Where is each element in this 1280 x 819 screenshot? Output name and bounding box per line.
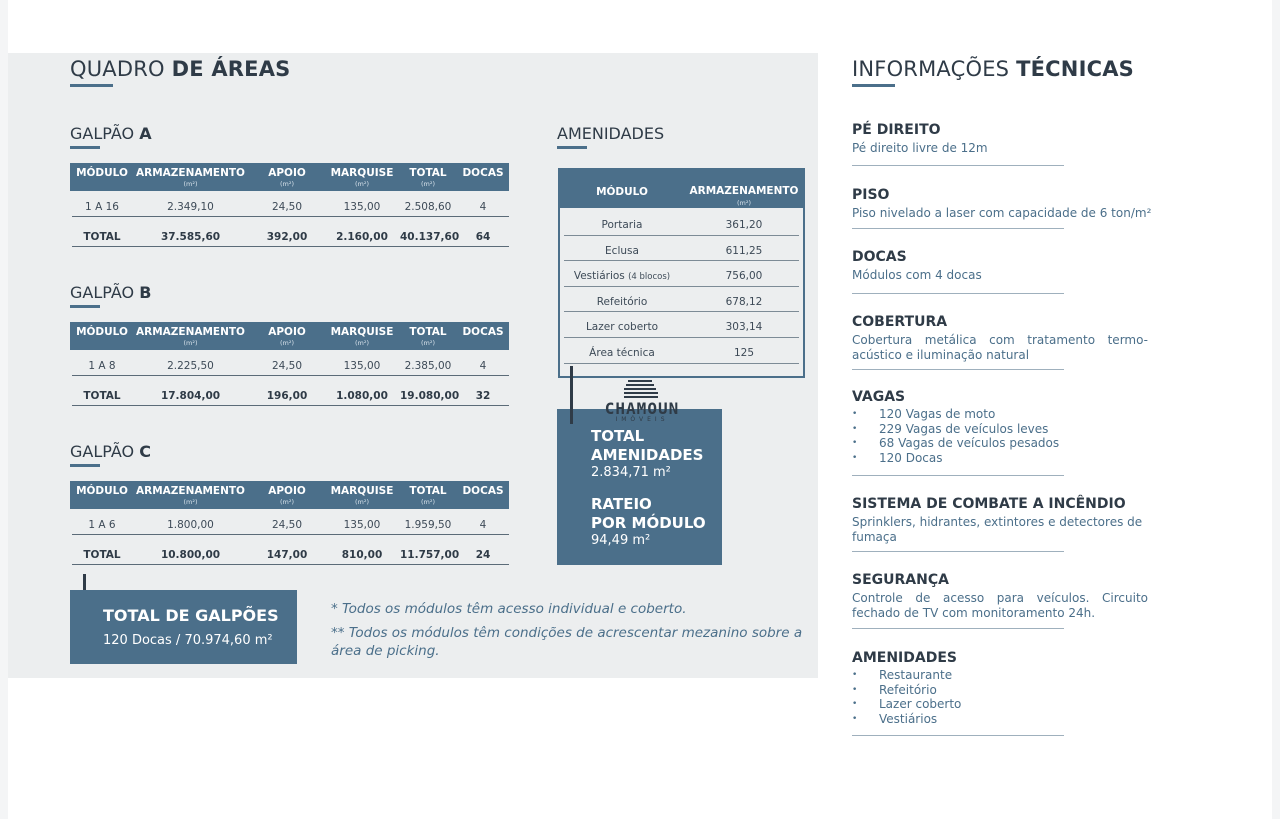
unit-label: (m²) [354,180,369,188]
spec-divider [852,165,1064,166]
spec-cobertura [852,314,1167,362]
unit-label: (m²) [420,180,435,188]
col-marquise: MARQUISE [330,167,394,179]
spec-title: AMENIDADES [852,650,957,666]
col-armazenamento: ARMAZENAMENTO [136,326,245,338]
row-divider [72,246,509,248]
spec-title: SISTEMA DE COMBATE A INCÊNDIO [852,496,1126,512]
galpao-b-title [70,283,151,302]
cell-armazenamento: 17.804,00 [160,390,221,402]
table-header [560,170,803,208]
spec-divider [852,628,1064,629]
amenity-value: 125 [733,347,755,359]
chamoun-logo [598,378,686,426]
table-row [70,509,509,535]
amenidades-list [852,668,1167,726]
title-underline [70,84,113,87]
spec-vagas [852,389,1167,465]
cell-docas: 4 [479,360,487,372]
table-row [70,350,509,376]
spec-divider [852,293,1064,294]
note-1: * Todos os módulos têm acesso individual e coberto. [331,601,687,617]
cell-armazenamento: 1.800,00 [167,519,214,531]
logo-mark-icon [624,378,658,400]
cell-marquise: 135,00 [343,201,381,213]
spec-piso [852,187,1167,221]
cell-apoio: 24,50 [271,519,303,531]
rateio-value: 94,49 m² [591,533,651,548]
unit-label: (m²) [279,180,294,188]
cell-total-label: TOTAL [83,390,121,402]
col-total: TOTAL [409,167,447,179]
table-row [560,210,803,236]
unit-label: (m²) [420,339,435,347]
cell-marquise: 135,00 [343,360,381,372]
galpao-c-title-bold: C [139,442,151,461]
cell-marquise: 2.160,00 [336,231,388,243]
col-armazenamento: ARMAZENAMENTO [689,185,799,197]
spec-title: PÉ DIREITO [852,122,941,138]
unit-label: (m²) [279,339,294,347]
spec-title: COBERTURA [852,314,948,330]
tech-title-light: INFORMAÇÕES [852,57,1010,81]
areas-title [70,57,291,81]
col-armazenamento: ARMAZENAMENTO [136,167,245,179]
cell-total: 11.757,00 [400,549,460,561]
table-header [70,322,509,350]
amenity-name: Refeitório [596,295,648,308]
amenidades-table [558,168,805,378]
col-docas: DOCAS [462,167,504,179]
cell-apoio: 196,00 [266,390,308,402]
cell-marquise: 810,00 [341,549,383,561]
cell-total-label: TOTAL [83,549,121,561]
spec-desc: Controle de acesso para veículos. Circuito fechado de TV com monitoramento 24h. [852,591,1148,620]
amenity-name: Lazer coberto [585,321,659,334]
cell-armazenamento: 2.349,10 [167,201,214,213]
spec-title: PISO [852,187,890,203]
spec-title: VAGAS [852,389,906,405]
list-item: • 68 Vagas de veículos pesados [852,436,1167,451]
vagas-list [852,407,1167,465]
list-item: • 120 Vagas de moto [852,407,1167,422]
col-modulo: MÓDULO [76,326,128,338]
unit-label: (m²) [183,498,198,506]
unit-label: (m²) [736,199,751,207]
table-total-row [70,535,509,565]
table-row [560,236,803,262]
cell-docas: 64 [475,231,491,243]
list-item: • Vestiários [852,712,1167,727]
spec-divider [852,228,1064,229]
cell-total: 2.508,60 [404,201,452,213]
total-galpoes-box [70,590,297,664]
cell-apoio: 392,00 [266,231,308,243]
amenity-name: Vestiários (4 blocos) [573,270,671,283]
cell-docas: 24 [475,549,491,561]
galpao-a-table [70,163,509,247]
col-modulo: MÓDULO [596,186,648,198]
list-item: • 120 Docas [852,451,1167,466]
galpao-a-title-light: GALPÃO [70,124,135,143]
cell-modulo: 1 A 8 [88,360,116,372]
col-modulo: MÓDULO [76,167,128,179]
col-docas: DOCAS [462,326,504,338]
spec-desc: Módulos com 4 docas [852,268,982,282]
total-amenidades-value: 2.834,71 m² [591,465,671,480]
galpao-c-title-light: GALPÃO [70,442,135,461]
spec-desc: Sprinklers, hidrantes, extintores e detectores de fumaça [852,515,1143,544]
unit-label: (m²) [279,498,294,506]
table-row [560,312,803,338]
col-docas: DOCAS [462,485,504,497]
note-2: ** Todos os módulos têm condições de acrescentar mezanino sobre a área de picking. [331,625,803,659]
cell-armazenamento: 2.225,50 [167,360,214,372]
col-apoio: APOIO [268,167,306,179]
galpao-b-title-light: GALPÃO [70,283,135,302]
table-total-row [70,217,509,247]
table-row [560,287,803,313]
table-row [560,261,803,287]
amenity-name: Portaria [601,219,643,231]
amenity-name: Área técnica [589,347,655,359]
spec-seguranca [852,572,1167,620]
spec-desc: Cobertura metálica com tratamento termo-acústico e iluminação natural [852,333,1148,362]
row-divider [72,405,509,407]
cell-docas: 32 [475,390,491,402]
col-apoio: APOIO [268,326,306,338]
list-item: • Refeitório [852,683,1167,698]
col-apoio: APOIO [268,485,306,497]
table-header [70,163,509,191]
col-marquise: MARQUISE [330,485,394,497]
cell-marquise: 1.080,00 [336,390,388,402]
unit-label: (m²) [354,339,369,347]
cell-apoio: 24,50 [271,360,303,372]
col-marquise: MARQUISE [330,326,394,338]
spec-title: SEGURANÇA [852,572,949,588]
list-item: • Restaurante [852,668,1167,683]
total-galpoes-subtitle: 120 Docas / 70.974,60 m² [103,633,273,648]
row-divider [72,564,509,566]
list-item: • Lazer coberto [852,697,1167,712]
accent-bar [570,366,573,424]
list-item: • 229 Vagas de veículos leves [852,422,1167,437]
amenity-name: Eclusa [605,244,639,257]
galpao-c-table [70,481,509,565]
spec-desc: Pé direito livre de 12m [852,141,988,155]
subtitle-underline [70,305,100,308]
table-header [70,481,509,509]
spec-incendio [852,496,1167,544]
galpao-b-table [70,322,509,406]
col-total: TOTAL [409,326,447,338]
cell-total: 40.137,60 [400,231,460,243]
galpao-c-title [70,442,151,461]
unit-label: (m²) [354,498,369,506]
spec-divider [852,369,1064,370]
table-row [70,191,509,217]
spec-divider [852,551,1064,552]
spec-amenidades [852,650,1167,726]
amenity-value: 361,20 [725,219,763,231]
cell-apoio: 147,00 [266,549,308,561]
galpao-b-title-bold: B [139,283,152,302]
spec-divider [852,475,1064,476]
cell-total: 1.959,50 [404,519,452,531]
spec-title: DOCAS [852,249,907,265]
areas-title-light: QUADRO [70,57,165,81]
cell-total: 19.080,00 [400,390,460,402]
cell-apoio: 24,50 [271,201,303,213]
table-total-row [70,376,509,406]
title-underline [852,84,895,87]
cell-modulo: 1 A 6 [88,519,116,531]
subtitle-underline [70,146,100,149]
subtitle-underline [70,464,100,467]
unit-label: (m²) [183,339,198,347]
col-armazenamento: ARMAZENAMENTO [136,485,245,497]
spec-divider [852,735,1064,736]
tech-title-bold: TÉCNICAS [1016,57,1134,81]
spec-desc: Piso nivelado a laser com capacidade de 6 ton/m² [852,206,1152,220]
cell-docas: 4 [479,519,487,531]
amenidades-title: AMENIDADES [557,124,665,143]
total-amenidades-label: TOTAL AMENIDADES [591,427,704,464]
unit-label: (m²) [420,498,435,506]
rateio-label: RATEIO POR MÓDULO [591,495,706,532]
row-divider [564,363,799,364]
cell-marquise: 135,00 [343,519,381,531]
spec-docas [852,249,1167,283]
unit-label: (m²) [183,180,198,188]
amenity-value: 678,12 [725,295,763,308]
table-row [560,338,803,364]
cell-modulo: 1 A 16 [85,201,119,213]
cell-armazenamento: 10.800,00 [160,549,221,561]
cell-armazenamento: 37.585,60 [160,231,221,243]
cell-docas: 4 [479,201,487,213]
amenity-value: 611,25 [725,244,763,257]
subtitle-underline [557,146,587,149]
col-modulo: MÓDULO [76,485,128,497]
amenity-value: 303,14 [725,321,763,334]
col-total: TOTAL [409,485,447,497]
amenity-value: 756,00 [725,270,763,283]
spec-pe-direito [852,122,1167,156]
galpao-a-title-bold: A [139,124,152,143]
amenidades-summary-box [557,409,722,565]
logo-word: CHAMOUN [604,399,680,418]
cell-total: 2.385,00 [404,360,452,372]
galpao-a-title [70,124,152,143]
tech-info-title [852,57,1134,81]
logo-sub: IMÓVEIS [615,416,669,423]
total-galpoes-title: TOTAL DE GALPÕES [103,606,279,625]
areas-title-bold: DE ÁREAS [171,57,291,81]
cell-total-label: TOTAL [83,231,121,243]
